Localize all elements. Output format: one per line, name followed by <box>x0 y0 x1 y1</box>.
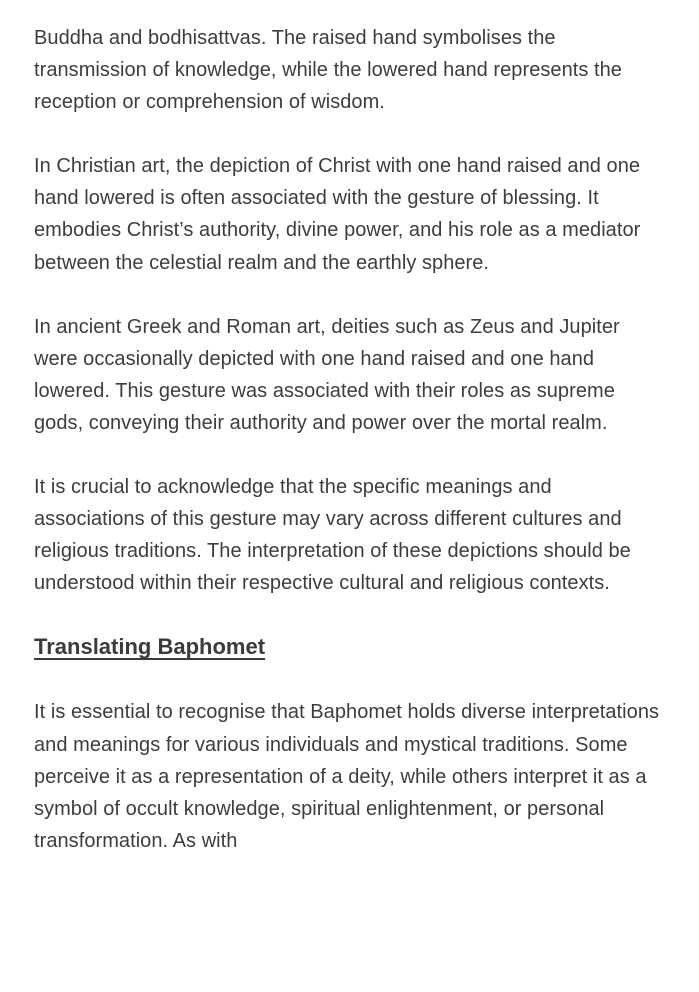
paragraph-spacer <box>34 439 665 471</box>
paragraph-cultural-context: It is crucial to acknowledge that the specific meanings and associations of this gesture may vary across different cultures and religious traditions. The interpretation of these depictions should be understood within their respective cultural and religious contexts. <box>34 476 631 595</box>
paragraph-spacer <box>34 118 665 150</box>
paragraph-buddha: Buddha and bodhisattvas. The raised hand symbolises the transmission of knowledge, while the lowered hand represents the reception or comprehension of wisdom. <box>34 27 622 114</box>
paragraph-spacer <box>34 279 665 311</box>
section-heading-container <box>34 630 665 664</box>
paragraph-christian-art: In Christian art, the depiction of Christ with one hand raised and one hand lowered is often associated with the gesture of blessing. It embodies Christ’s authority, divine power, and his role as a mediator between the celestial realm and the earthly sphere. <box>34 155 641 274</box>
section-heading-translating-baphomet: Translating Baphomet <box>34 634 266 660</box>
paragraph-baphomet-interpretations: It is essential to recognise that Baphomet holds diverse interpretations and meanings for various individuals and mystical traditions. Some perceive it as a representation of a deity, while others interpret it as a symbol of occult knowledge, spiritual enlightenment, or personal transformation. As with <box>34 701 660 852</box>
paragraph-greek-roman-art: In ancient Greek and Roman art, deities such as Zeus and Jupiter were occasionally depicted with one hand raised and one hand lowered. This gesture was associated with their roles as supreme gods, conveying their authority and power over the mortal realm. <box>34 315 620 434</box>
